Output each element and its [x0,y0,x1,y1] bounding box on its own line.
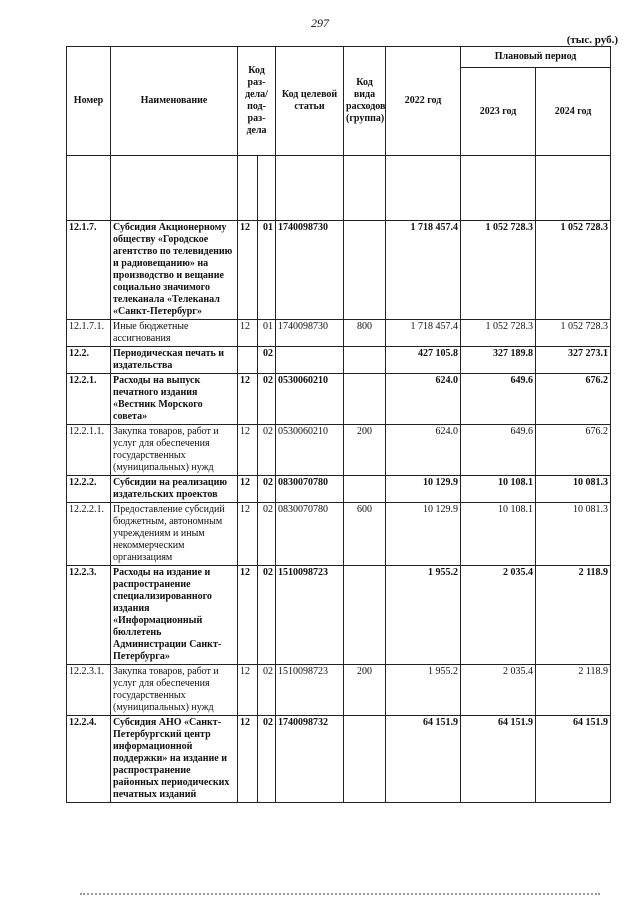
row-number: 12.2.2. [67,476,111,503]
header-planned: Плановый период [461,47,611,68]
row-subsection: 02 [258,374,276,425]
row-name: Закупка товаров, работ и услуг для обеспечения государственных (муниципальных) нужд [111,425,238,476]
row-value-2023: 1 052 728.3 [461,320,536,347]
header-2023: 2023 год [461,68,536,156]
page-number: 297 [311,16,329,30]
row-value-2023: 2 035.4 [461,665,536,716]
row-value-2022: 1 718 457.4 [386,320,461,347]
row-value-2024: 2 118.9 [536,665,611,716]
row-expense-code: 200 [344,425,386,476]
row-section: 12 [238,665,258,716]
row-section: 12 [238,221,258,320]
row-name: Предоставление субсидий бюджетным, автономным учреждениям и иным некоммерческим организациям [111,503,238,566]
row-section: 12 [238,374,258,425]
row-value-2024: 1 052 728.3 [536,221,611,320]
row-value-2024: 64 151.9 [536,716,611,803]
row-section: 12 [238,320,258,347]
row-number: 12.2.4. [67,716,111,803]
header-name: Наименование [111,47,238,156]
row-subsection: 01 [258,320,276,347]
row-subsection: 02 [258,425,276,476]
row-target-code: 1510098723 [276,665,344,716]
row-value-2023: 10 108.1 [461,476,536,503]
row-value-2023: 10 108.1 [461,503,536,566]
table-body [67,221,611,803]
row-value-2024: 1 052 728.3 [536,320,611,347]
table-row [67,566,611,665]
row-name: Субсидия Акционерному обществу «Городское агентство по телевидению и радиовещанию» на производство и вещание социально значимого телеканала «Телеканал «Санкт-Петербург» [111,221,238,320]
row-section [238,347,258,374]
row-section: 12 [238,716,258,803]
table-row [67,476,611,503]
row-number: 12.2. [67,347,111,374]
row-value-2024: 676.2 [536,374,611,425]
row-expense-code: 800 [344,320,386,347]
table-row [67,425,611,476]
row-subsection: 02 [258,503,276,566]
budget-table [66,46,611,803]
row-value-2024: 2 118.9 [536,566,611,665]
header-2024: 2024 год [536,68,611,156]
row-target-code: 0530060210 [276,374,344,425]
row-name: Расходы на выпуск печатного издания «Вестник Морского совета» [111,374,238,425]
row-value-2023: 1 052 728.3 [461,221,536,320]
row-value-2022: 427 105.8 [386,347,461,374]
row-target-code: 0530060210 [276,425,344,476]
row-number: 12.2.3. [67,566,111,665]
row-section: 12 [238,566,258,665]
row-target-code: 1740098730 [276,320,344,347]
row-number: 12.2.1.1. [67,425,111,476]
row-expense-code [344,566,386,665]
row-subsection: 02 [258,566,276,665]
row-value-2023: 649.6 [461,374,536,425]
row-name: Иные бюджетные ассигнования [111,320,238,347]
row-value-2023: 2 035.4 [461,566,536,665]
row-value-2022: 1 718 457.4 [386,221,461,320]
row-expense-code [344,476,386,503]
row-expense-code [344,716,386,803]
row-name: Расходы на издание и распространение специализированного издания «Информационный бюллетень Администрации Санкт-Петербурга» [111,566,238,665]
row-value-2022: 10 129.9 [386,476,461,503]
row-subsection: 01 [258,221,276,320]
row-name: Субсидия АНО «Санкт-Петербургский центр информационной поддержки» на издание и распространение районных периодических печатных изданий [111,716,238,803]
row-value-2024: 327 273.1 [536,347,611,374]
row-value-2022: 1 955.2 [386,665,461,716]
header-expense: Код вида расходов (группа) [344,47,386,156]
row-number: 12.1.7.1. [67,320,111,347]
table-row [67,320,611,347]
row-target-code: 0830070780 [276,503,344,566]
row-name: Субсидии на реализацию издательских проектов [111,476,238,503]
row-value-2022: 624.0 [386,374,461,425]
row-value-2023: 64 151.9 [461,716,536,803]
table-row [67,716,611,803]
row-name: Закупка товаров, работ и услуг для обеспечения государственных (муниципальных) нужд [111,665,238,716]
row-value-2024: 676.2 [536,425,611,476]
row-section: 12 [238,503,258,566]
row-value-2024: 10 081.3 [536,503,611,566]
row-value-2022: 64 151.9 [386,716,461,803]
row-target-code: 1740098732 [276,716,344,803]
row-expense-code [344,374,386,425]
row-number: 12.2.3.1. [67,665,111,716]
row-number: 12.2.2.1. [67,503,111,566]
row-name: Периодическая печать и издательства [111,347,238,374]
row-number: 12.2.1. [67,374,111,425]
row-target-code: 1740098730 [276,221,344,320]
row-value-2023: 327 189.8 [461,347,536,374]
header-target: Код целевой статьи [276,47,344,156]
row-expense-code [344,221,386,320]
table-row [67,374,611,425]
table-row [67,221,611,320]
row-section: 12 [238,425,258,476]
table-row [67,503,611,566]
row-value-2023: 649.6 [461,425,536,476]
row-value-2022: 1 955.2 [386,566,461,665]
header-2022: 2022 год [386,47,461,156]
scan-artifact [80,893,600,899]
table-row [67,665,611,716]
row-expense-code: 600 [344,503,386,566]
row-target-code: 1510098723 [276,566,344,665]
row-subsection: 02 [258,716,276,803]
row-subsection: 02 [258,476,276,503]
header-section: Код раз-дела/ под-раз-дела [238,47,276,156]
row-number: 12.1.7. [67,221,111,320]
row-subsection: 02 [258,665,276,716]
row-value-2022: 624.0 [386,425,461,476]
row-value-2024: 10 081.3 [536,476,611,503]
row-expense-code [344,347,386,374]
row-expense-code: 200 [344,665,386,716]
row-target-code: 0830070780 [276,476,344,503]
header-number: Номер [67,47,111,156]
units-label: (тыс. руб.) [566,34,618,46]
row-value-2022: 10 129.9 [386,503,461,566]
table-row [67,347,611,374]
row-target-code [276,347,344,374]
row-subsection: 02 [258,347,276,374]
row-section: 12 [238,476,258,503]
